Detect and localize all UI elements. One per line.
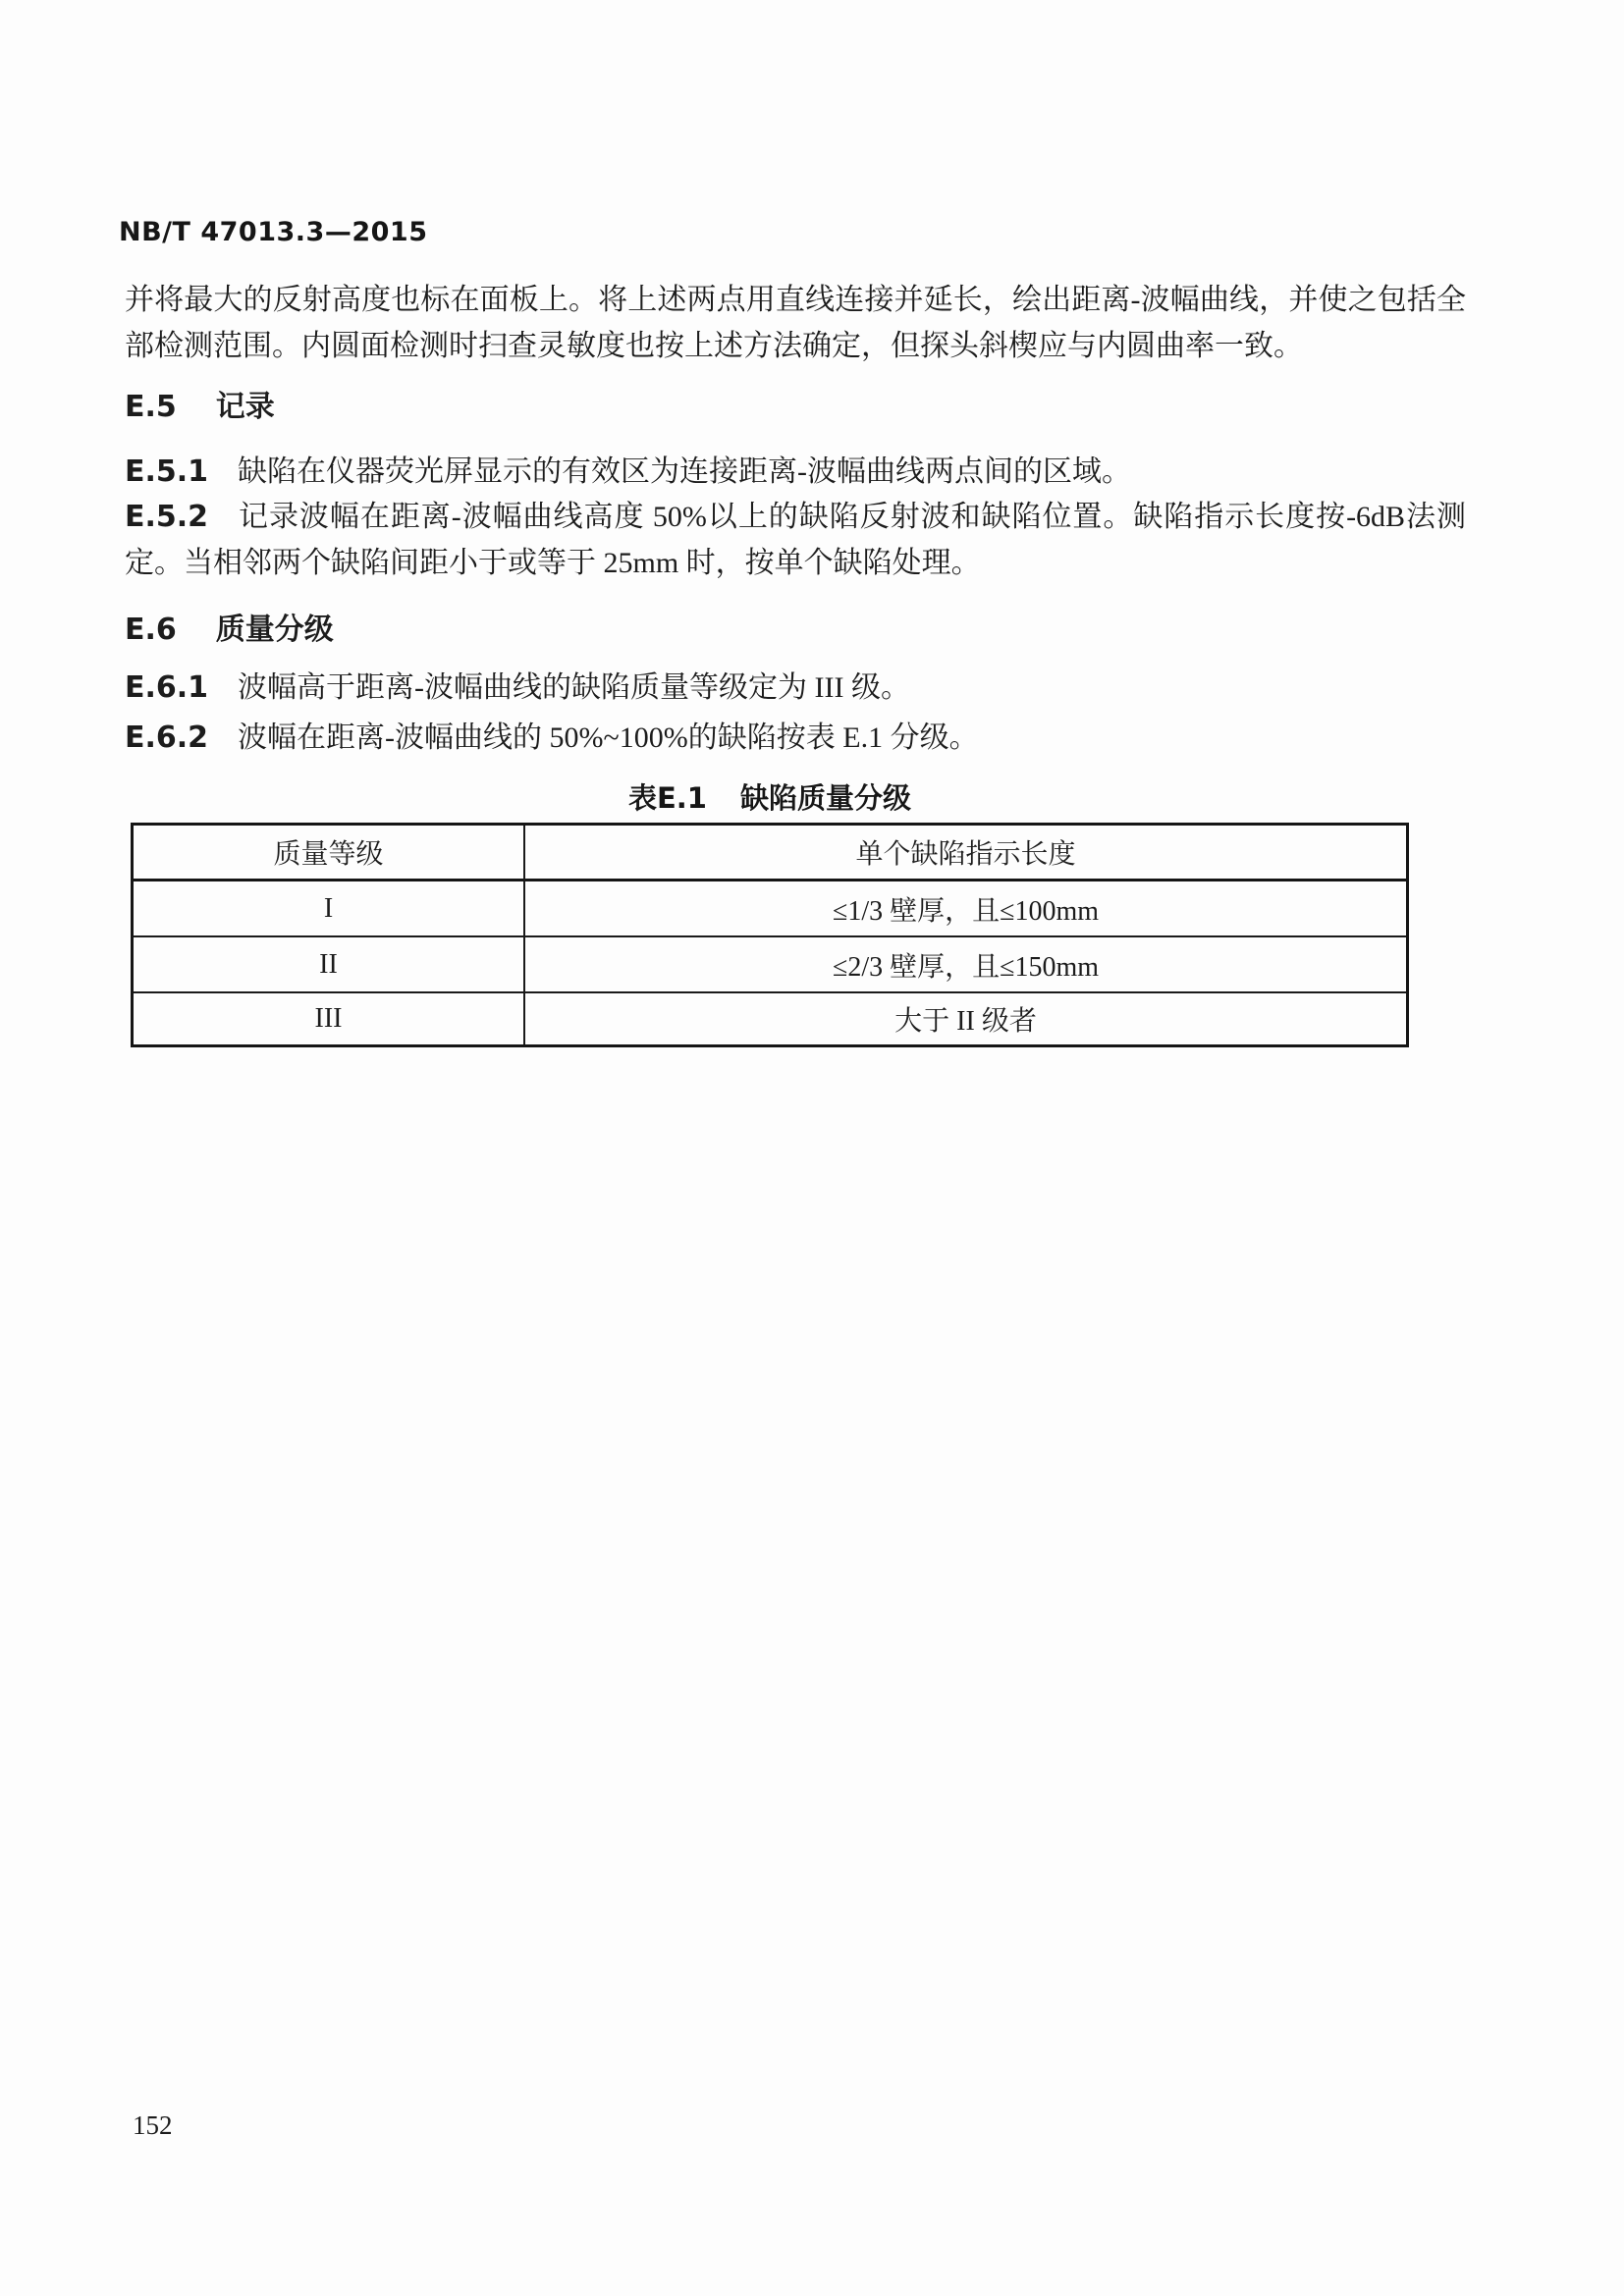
page-number: 152 (133, 2110, 173, 2140)
table-row-3-grade: III (134, 993, 525, 1044)
heading-e6 (125, 611, 1466, 650)
paragraph-intro: 并将最大的反射高度也标在面板上。将上述两点用直线连接并延长，绘出距离-波幅曲线，并使之包括全部检测范围。内圆面检测时扫查灵敏度也按上述方法确定，但探头斜楔应与内圆曲率一致。 (125, 284, 1466, 362)
heading-e5 (125, 388, 1466, 427)
table-row-2-grade: II (134, 937, 525, 993)
table-row-1-grade: I (134, 881, 525, 937)
standard-number-header: NB/T 47013.3—2015 (119, 217, 428, 247)
clause-e5-1-text: 缺陷在仪器荧光屏显示的有效区为连接距离-波幅曲线两点间的区域。 (238, 455, 1132, 488)
clause-e6-1 (125, 665, 1466, 711)
table-header-length: 单个缺陷指示长度 (525, 826, 1406, 881)
table-caption-title: 缺陷质量分级 (740, 781, 912, 815)
heading-e6-number: E.6 (125, 613, 177, 647)
clause-e5-2 (125, 494, 1466, 586)
clause-e5-1 (125, 449, 1466, 495)
clause-e5-1-number: E.5.1 (125, 454, 209, 489)
clause-e6-2-number: E.6.2 (125, 721, 209, 755)
clause-e6-2-text: 波幅在距离-波幅曲线的 50%~100%的缺陷按表 E.1 分级。 (238, 721, 979, 754)
clause-e6-1-text: 波幅高于距离-波幅曲线的缺陷质量等级定为 III 级。 (238, 671, 911, 704)
clause-e6-2 (125, 715, 1466, 761)
heading-e5-title: 记录 (215, 390, 275, 424)
table-caption-label: 表E.1 (627, 781, 707, 815)
clause-e6-1-number: E.6.1 (125, 670, 209, 705)
table-caption (131, 776, 1409, 817)
defect-grade-table (131, 823, 1409, 1047)
clause-e5-2-text: 记录波幅在距离-波幅曲线高度 50%以上的缺陷反射波和缺陷位置。缺陷指示长度按-6dB法测定。当相邻两个缺陷间距小于或等于 25mm 时，按单个缺陷处理。 (125, 501, 1466, 579)
table-row-2-length: ≤2/3 壁厚，且≤150mm (525, 937, 1406, 993)
table-row-3-length: 大于 II 级者 (894, 1006, 1037, 1037)
clause-e5-2-number: E.5.2 (125, 500, 209, 534)
table-header-grade: 质量等级 (134, 826, 525, 881)
heading-e6-title: 质量分级 (215, 613, 334, 647)
heading-e5-number: E.5 (125, 390, 177, 424)
table-row-1-length: ≤1/3 壁厚，且≤100mm (525, 881, 1406, 937)
